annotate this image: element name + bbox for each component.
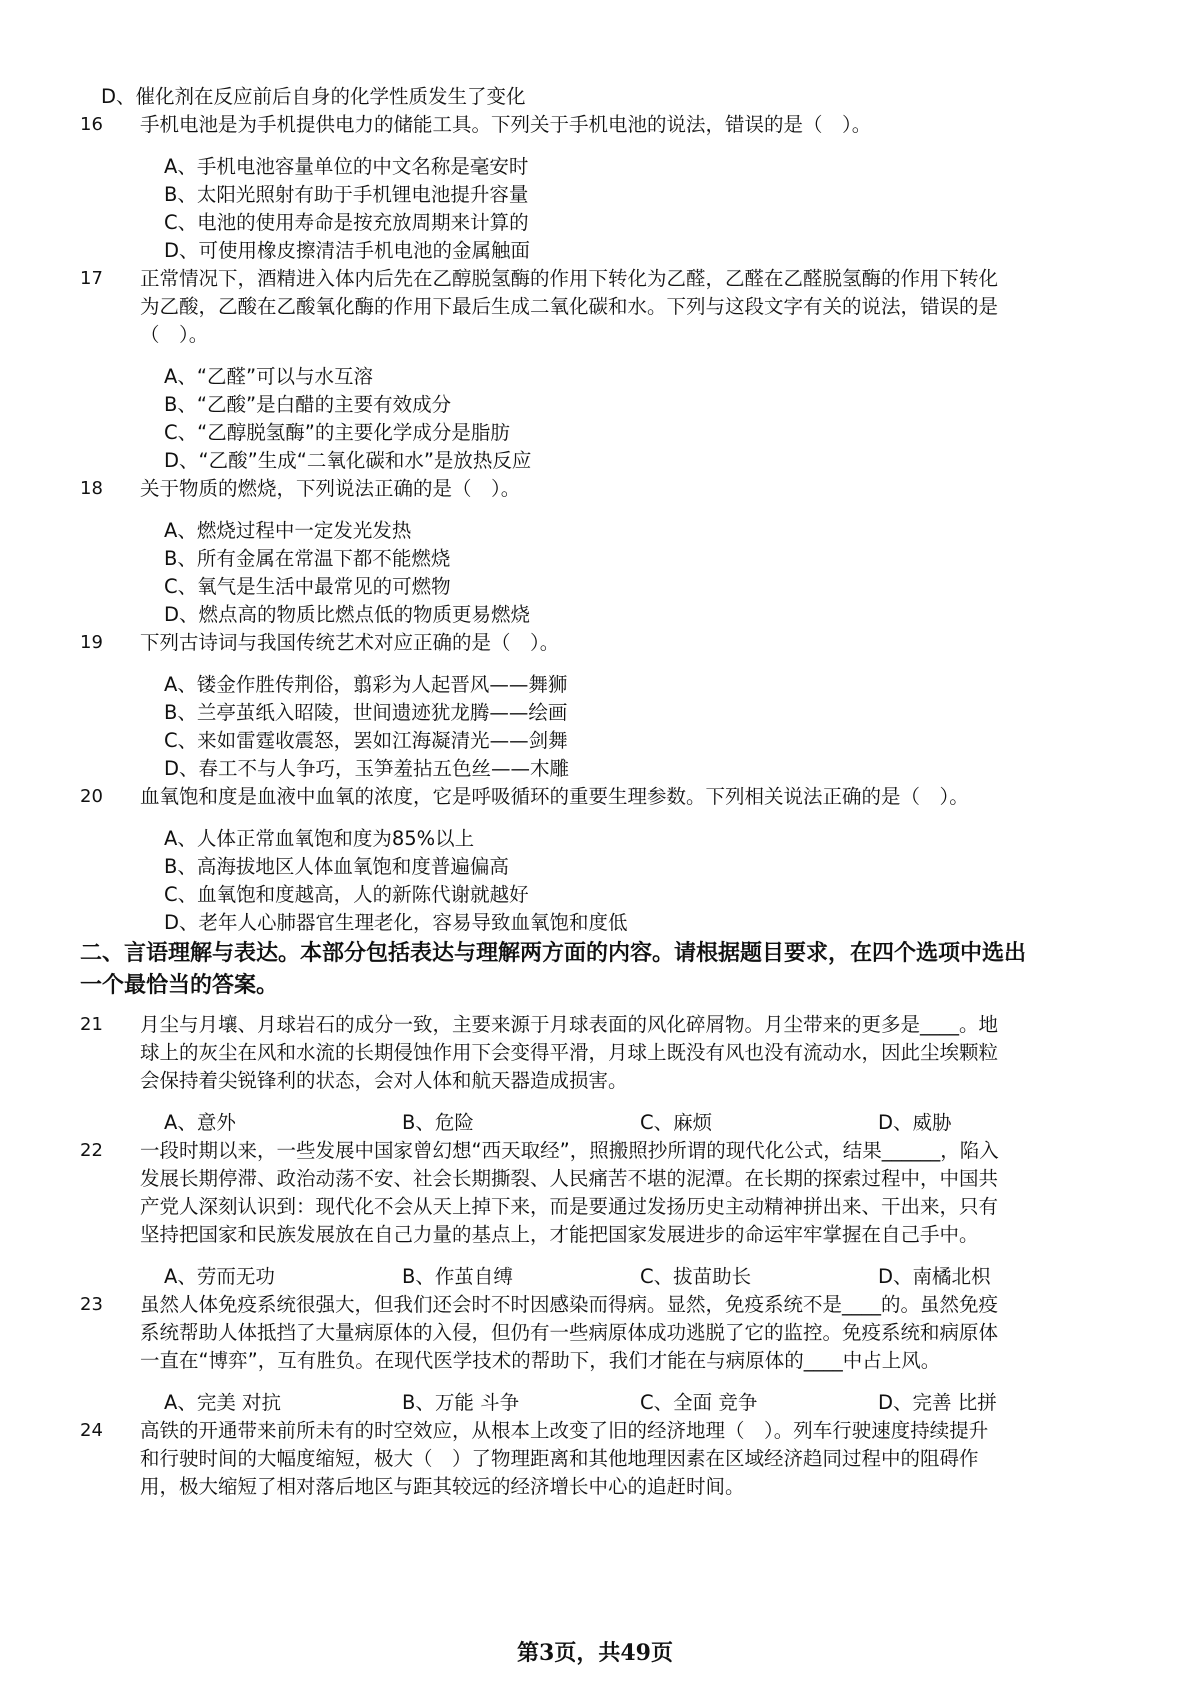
- q16-option-d: D、可使用橡皮擦清洁手机电池的金属触面: [164, 239, 531, 262]
- q22-stem-line3: 产党人深刻认识到：现代化不会从天上掉下来，而是要通过发扬历史主动精神拼出来、干出来，只有: [140, 1195, 999, 1218]
- q16-option-a: A、手机电池容量单位的中文名称是毫安时: [164, 155, 529, 178]
- q24-stem-line3: 用，极大缩短了相对落后地区与距其较远的经济增长中心的追赶时间。: [140, 1475, 745, 1498]
- q17-stem-line1: 正常情况下，酒精进入体内后先在乙醇脱氢酶的作用下转化为乙醛，乙醛在乙醛脱氢酶的作用下转化: [140, 267, 999, 290]
- q21-option-b: B、危险: [402, 1111, 474, 1134]
- section-heading-line2: 一个最恰当的答案。: [80, 973, 279, 998]
- q21-stem-line3: 会保持着尖锐锋利的状态，会对人体和航天器造成损害。: [140, 1069, 628, 1092]
- q23-option-d: D、完善 比拼: [878, 1391, 997, 1414]
- q15-option-d: D、催化剂在反应前后自身的化学性质发生了变化: [101, 85, 526, 108]
- q22-option-a: A、劳而无功: [164, 1265, 275, 1288]
- q23-stem-line2: 系统帮助人体抵挡了大量病原体的入侵，但仍有一些病原体成功逃脱了它的监控。免疫系统和病原体: [140, 1321, 999, 1344]
- q17-option-a: A、“乙醛”可以与水互溶: [164, 365, 374, 388]
- q23-option-b: B、万能 斗争: [402, 1391, 520, 1414]
- q18-option-d: D、燃点高的物质比燃点低的物质更易燃烧: [164, 603, 531, 626]
- q16-stem: 手机电池是为手机提供电力的储能工具。下列关于手机电池的说法，错误的是（ ）。: [140, 113, 872, 136]
- q17-number: 17: [80, 268, 103, 289]
- q21-stem-line1: 月尘与月壤、月球岩石的成分一致，主要来源于月球表面的风化碎屑物。月尘带来的更多是____。地: [140, 1013, 999, 1036]
- q16-option-b: B、太阳光照射有助于手机锂电池提升容量: [164, 183, 529, 206]
- q22-stem-line1: 一段时期以来，一些发展中国家曾幻想“西天取经”，照搬照抄所谓的现代化公式，结果______，陷入: [140, 1139, 999, 1162]
- q23-stem-line1: 虽然人体免疫系统很强大，但我们还会时不时因感染而得病。显然，免疫系统不是____的。虽然免疫: [140, 1293, 999, 1316]
- q18-number: 18: [80, 478, 103, 499]
- q22-option-c: C、拔苗助长: [640, 1265, 752, 1288]
- q18-stem: 关于物质的燃烧，下列说法正确的是（ ）。: [140, 477, 521, 500]
- q20-option-b: B、高海拔地区人体血氧饱和度普遍偏高: [164, 855, 509, 878]
- q19-stem: 下列古诗词与我国传统艺术对应正确的是（ ）。: [140, 631, 560, 654]
- q19-option-b: B、兰亭茧纸入昭陵，世间遗迹犹龙腾——绘画: [164, 701, 568, 724]
- page-footer: 第3页，共49页: [517, 1640, 673, 1666]
- q24-number: 24: [80, 1420, 103, 1441]
- q20-option-a: A、人体正常血氧饱和度为85%以上: [164, 827, 475, 850]
- q21-option-d: D、威胁: [878, 1111, 952, 1134]
- q19-option-d: D、春工不与人争巧，玉笋羞拈五色丝——木雕: [164, 757, 570, 780]
- q17-option-b: B、“乙酸”是白醋的主要有效成分: [164, 393, 452, 416]
- q24-stem-line1: 高铁的开通带来前所未有的时空效应，从根本上改变了旧的经济地理（ ）。列车行驶速度持续提升: [140, 1419, 989, 1442]
- q21-option-c: C、麻烦: [640, 1111, 713, 1134]
- q22-option-d: D、南橘北枳: [878, 1265, 991, 1288]
- q19-number: 19: [80, 632, 103, 653]
- q19-option-c: C、来如雷霆收震怒，罢如江海凝清光——剑舞: [164, 729, 568, 752]
- q22-option-b: B、作茧自缚: [402, 1265, 513, 1288]
- q20-option-d: D、老年人心肺器官生理老化，容易导致血氧饱和度低: [164, 911, 628, 934]
- q20-number: 20: [80, 786, 103, 807]
- q22-stem-line4: 坚持把国家和民族发展放在自己力量的基点上，才能把国家发展进步的命运牢牢掌握在自己手中。: [140, 1223, 979, 1246]
- q20-option-c: C、血氧饱和度越高，人的新陈代谢就越好: [164, 883, 529, 906]
- q17-option-d: D、“乙酸”生成“二氧化碳和水”是放热反应: [164, 449, 532, 472]
- q21-number: 21: [80, 1014, 103, 1035]
- q22-stem-line2: 发展长期停滞、政治动荡不安、社会长期撕裂、人民痛苦不堪的泥潭。在长期的探索过程中，中国共: [140, 1167, 999, 1190]
- q18-option-b: B、所有金属在常温下都不能燃烧: [164, 547, 451, 570]
- q17-stem-line3: （ ）。: [140, 323, 209, 346]
- q22-number: 22: [80, 1140, 103, 1161]
- q19-option-a: A、镂金作胜传荆俗，翦彩为人起晋风——舞狮: [164, 673, 568, 696]
- q17-option-c: C、“乙醇脱氢酶”的主要化学成分是脂肪: [164, 421, 510, 444]
- q24-stem-line2: 和行驶时间的大幅度缩短，极大（ ）了物理距离和其他地理因素在区域经济趋同过程中的阻碍作: [140, 1447, 979, 1470]
- q21-option-a: A、意外: [164, 1111, 236, 1134]
- q23-stem-line3: 一直在“博弈”，互有胜负。在现代医学技术的帮助下，我们才能在与病原体的____中占上风。: [140, 1349, 941, 1372]
- q17-stem-line2: 为乙酸，乙酸在乙酸氧化酶的作用下最后生成二氧化碳和水。下列与这段文字有关的说法，错误的是: [140, 295, 999, 318]
- q18-option-a: A、燃烧过程中一定发光发热: [164, 519, 412, 542]
- q23-option-a: A、完美 对抗: [164, 1391, 282, 1414]
- q18-option-c: C、氧气是生活中最常见的可燃物: [164, 575, 451, 598]
- q23-option-c: C、全面 竞争: [640, 1391, 758, 1414]
- q16-number: 16: [80, 114, 103, 135]
- q23-number: 23: [80, 1294, 103, 1315]
- q16-option-c: C、电池的使用寿命是按充放周期来计算的: [164, 211, 529, 234]
- q20-stem: 血氧饱和度是血液中血氧的浓度，它是呼吸循环的重要生理参数。下列相关说法正确的是（ ）。: [140, 785, 969, 808]
- q21-stem-line2: 球上的灰尘在风和水流的长期侵蚀作用下会变得平滑，月球上既没有风也没有流动水，因此尘埃颗粒: [140, 1041, 999, 1064]
- section-heading-line1: 二、言语理解与表达。本部分包括表达与理解两方面的内容。请根据题目要求，在四个选项中选出: [80, 941, 1027, 966]
